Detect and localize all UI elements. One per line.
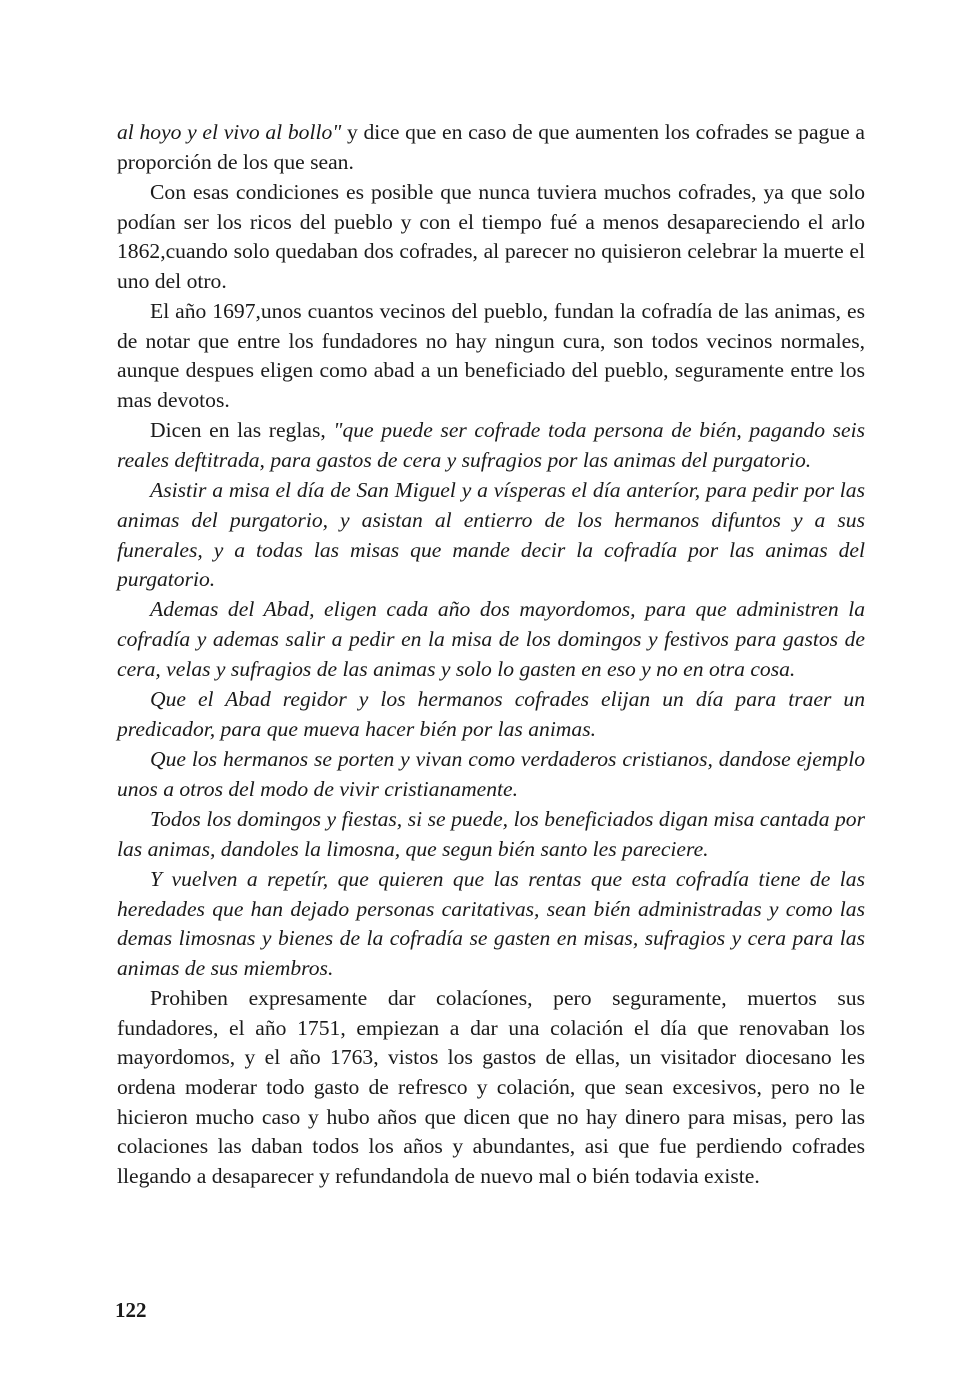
paragraph [117, 865, 865, 983]
page-number: 122 [115, 1298, 147, 1322]
paragraph [117, 476, 865, 594]
paragraph [117, 178, 865, 296]
paragraph [117, 297, 865, 415]
paragraph [117, 805, 865, 864]
paragraph [117, 416, 865, 475]
paragraph [117, 118, 865, 177]
italic-text-run: Ademas del Abad, eligen cada año dos mayordomos, para que administren la cofradía y ademas salir a pedir en la misa de los domingos y festivos para gastos de cera, velas y sufragios de las animas y solo lo gasten en eso y no en otra cosa. [117, 597, 865, 681]
italic-text-run: Asistir a misa el día de San Miguel y a vísperas el día anteríor, para pedir por las animas del purgatorio, y asistan al entierro de los hermanos difuntos y a sus funerales, y a todas las misas que mande decir la cofradía por las animas del purgatorio. [117, 478, 865, 592]
text-run: Prohiben expresamente dar colacíones, pero seguramente, muertos sus fundadores, el año 1751, empiezan a dar una colación el día que renovaban los mayordomos, y el año 1763, vistos los gastos de ellas, un visitador diocesano les ordena moderar todo gasto de refresco y colación, que sean excesivos, pero no le hicieron mucho caso y hubo años que dicen que no hay dinero para misas, pero las colaciones las daban todos los años y abundantes, asi que fue perdiendo cofrades llegando a desaparecer y refundandola de nuevo mal o bién todavia existe. [117, 986, 865, 1188]
paragraph [117, 595, 865, 684]
italic-text-run: Que los hermanos se porten y vivan como verdaderos cristianos, dandose ejemplo unos a otros del modo de vivir cristianamente. [117, 747, 865, 801]
italic-text-run: Todos los domingos y fiestas, si se puede, los beneficiados digan misa cantada por las animas, dandoles la limosna, que segun bién santo les pareciere. [117, 807, 865, 861]
paragraph [117, 745, 865, 804]
italic-text-run: Y vuelven a repetír, que quieren que las rentas que esta cofradía tiene de las heredades que han dejado personas caritativas, sean bién administradas y como las demas limosnas y bienes de la cofradía se gasten en misas, sufragios y cera para las animas de sus miembros. [117, 867, 865, 980]
italic-text-run: Que el Abad regidor y los hermanos cofrades elijan un día para traer un predicador, para que mueva hacer bién por las animas. [117, 687, 865, 741]
italic-text-run: al hoyo y el vivo al bollo" [117, 120, 348, 144]
body-text [117, 118, 865, 1191]
text-run: y dice que en caso de que aumenten los cofrades se pague a proporción de los que sean. [117, 120, 865, 174]
italic-text-run: "que puede ser cofrade toda persona de bién, pagando seis reales deftitrada, para gastos de cera y sufragios por las animas del purgatorio. [117, 418, 866, 472]
paragraph [117, 984, 865, 1191]
text-run: Con esas condiciones es posible que nunca tuviera muchos cofrades, ya que solo podían ser los ricos del pueblo y con el tiempo fué a menos desapareciendo el arlo 1862,cuando solo quedaban dos cofrades, al parecer no quisieron celebrar la muerte el uno del otro. [117, 179, 865, 293]
text-run: El año 1697,unos cuantos vecinos del pueblo, fundan la cofradía de las animas, es de notar que entre los fundadores no hay ningun cura, son todos vecinos normales, aunque despues eligen como abad a un beneficiado del pueblo, seguramente entre los mas devotos. [117, 299, 865, 412]
text-run: Dicen en las reglas, [150, 418, 334, 443]
paragraph [117, 685, 865, 744]
